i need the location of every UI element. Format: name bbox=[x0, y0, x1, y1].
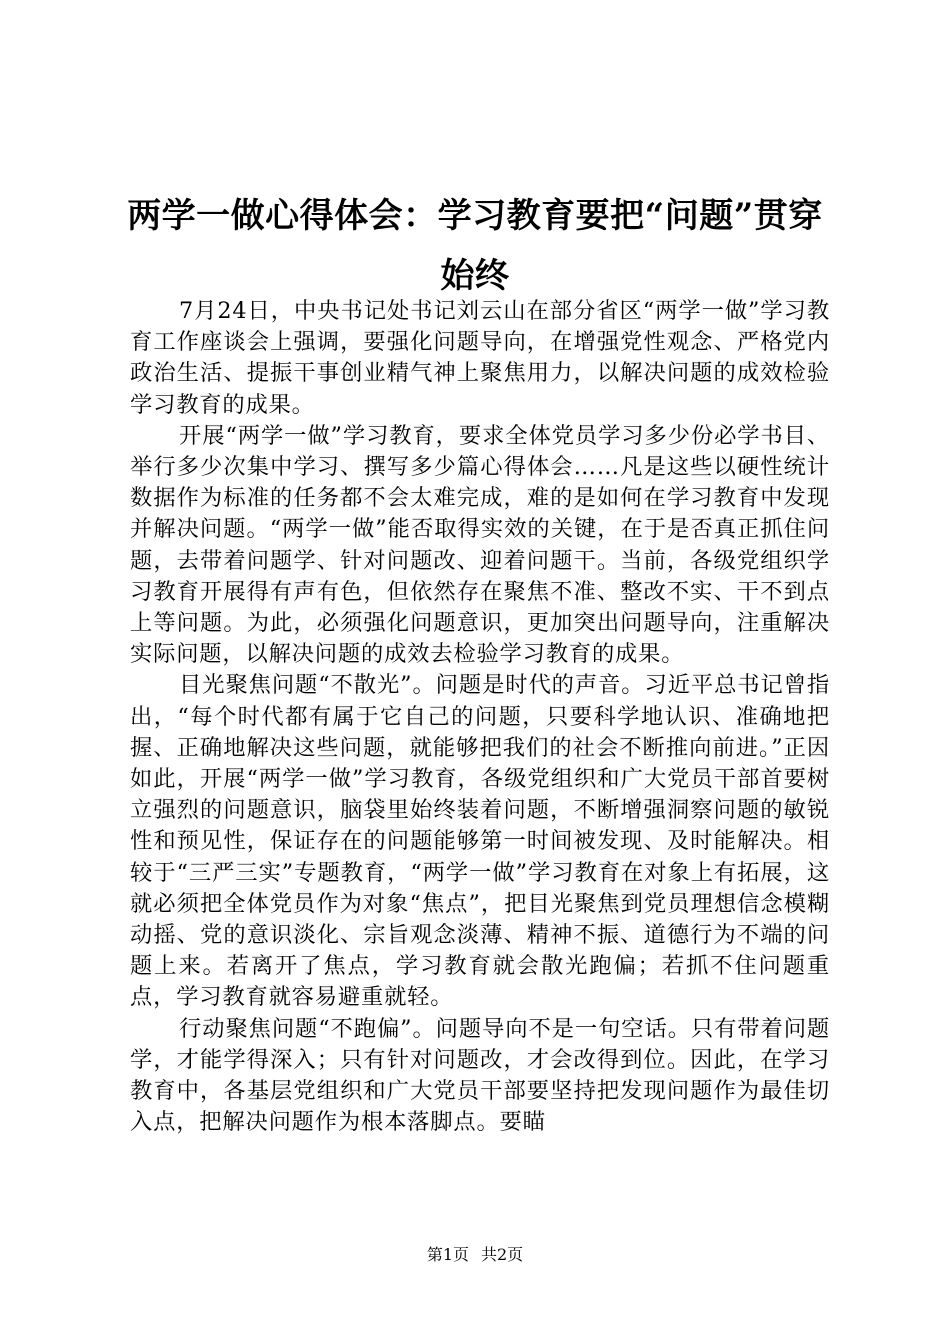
paragraph-2: 开展“两学一做”学习教育，要求全体党员学习多少份必学书目、举行多少次集中学习、撰写多少篇心得体会……凡是这些以硬性统计数据作为标准的任务都不会太难完成，难的是如何在学习教育中发现并解决问题。“两学一做”能否取得实效的关键，在于是否真正抓住问题，去带着问题学、针对问题改、迎着问题干。当前，各级党组织学习教育开展得有声有色，但依然存在聚焦不准、整改不实、干不到点上等问题。为此，必须强化问题意识，更加突出问题导向，注重解决实际问题，以解决问题的成效去检验学习教育的成果。 bbox=[130, 422, 830, 668]
page-number: 第1页 bbox=[426, 1245, 469, 1264]
document-body bbox=[130, 296, 830, 1138]
page-total: 共2页 bbox=[481, 1245, 524, 1264]
paragraph-4: 行动聚焦问题“不跑偏”。问题导向不是一句空话。只有带着问题学，才能学得深入；只有针对问题改，才会改得到位。因此，在学习教育中，各基层党组织和广大党员干部要坚持把发现问题作为最佳切入点，把解决问题作为根本落脚点。要瞄 bbox=[130, 1015, 830, 1136]
page-footer bbox=[0, 1244, 950, 1266]
document-title: 两学一做心得体会：学习教育要把“问题”贯穿始终 bbox=[127, 196, 823, 296]
paragraph-3: 目光聚焦问题“不散光”。问题是时代的声音。习近平总书记曾指出，“每个时代都有属于它自己的问题，只要科学地认识、准确地把握、正确地解决这些问题，就能够把我们的社会不断推向前进。”正因如此，开展“两学一做”学习教育，各级党组织和广大党员干部首要树立强烈的问题意识，脑袋里始终装着问题，不断增强洞察问题的敏锐性和预见性，保证存在的问题能够第一时间被发现、及时能解决。相较于“三严三实”专题教育，“两学一做”学习教育在对象上有拓展，这就必须把全体党员作为对象“焦点”，把目光聚焦到党员理想信念模糊动摇、党的意识淡化、宗旨观念淡薄、精神不振、道德行为不端的问题上来。若离开了焦点，学习教育就会散光跑偏；若抓不住问题重点，学习教育就容易避重就轻。 bbox=[130, 672, 830, 1011]
paragraph-1: 7月24日，中央书记处书记刘云山在部分省区“两学一做”学习教育工作座谈会上强调，要强化问题导向，在增强党性观念、严格党内政治生活、提振干事创业精气神上聚焦用力，以解决问题的成效检验学习教育的成果。 bbox=[130, 298, 830, 418]
